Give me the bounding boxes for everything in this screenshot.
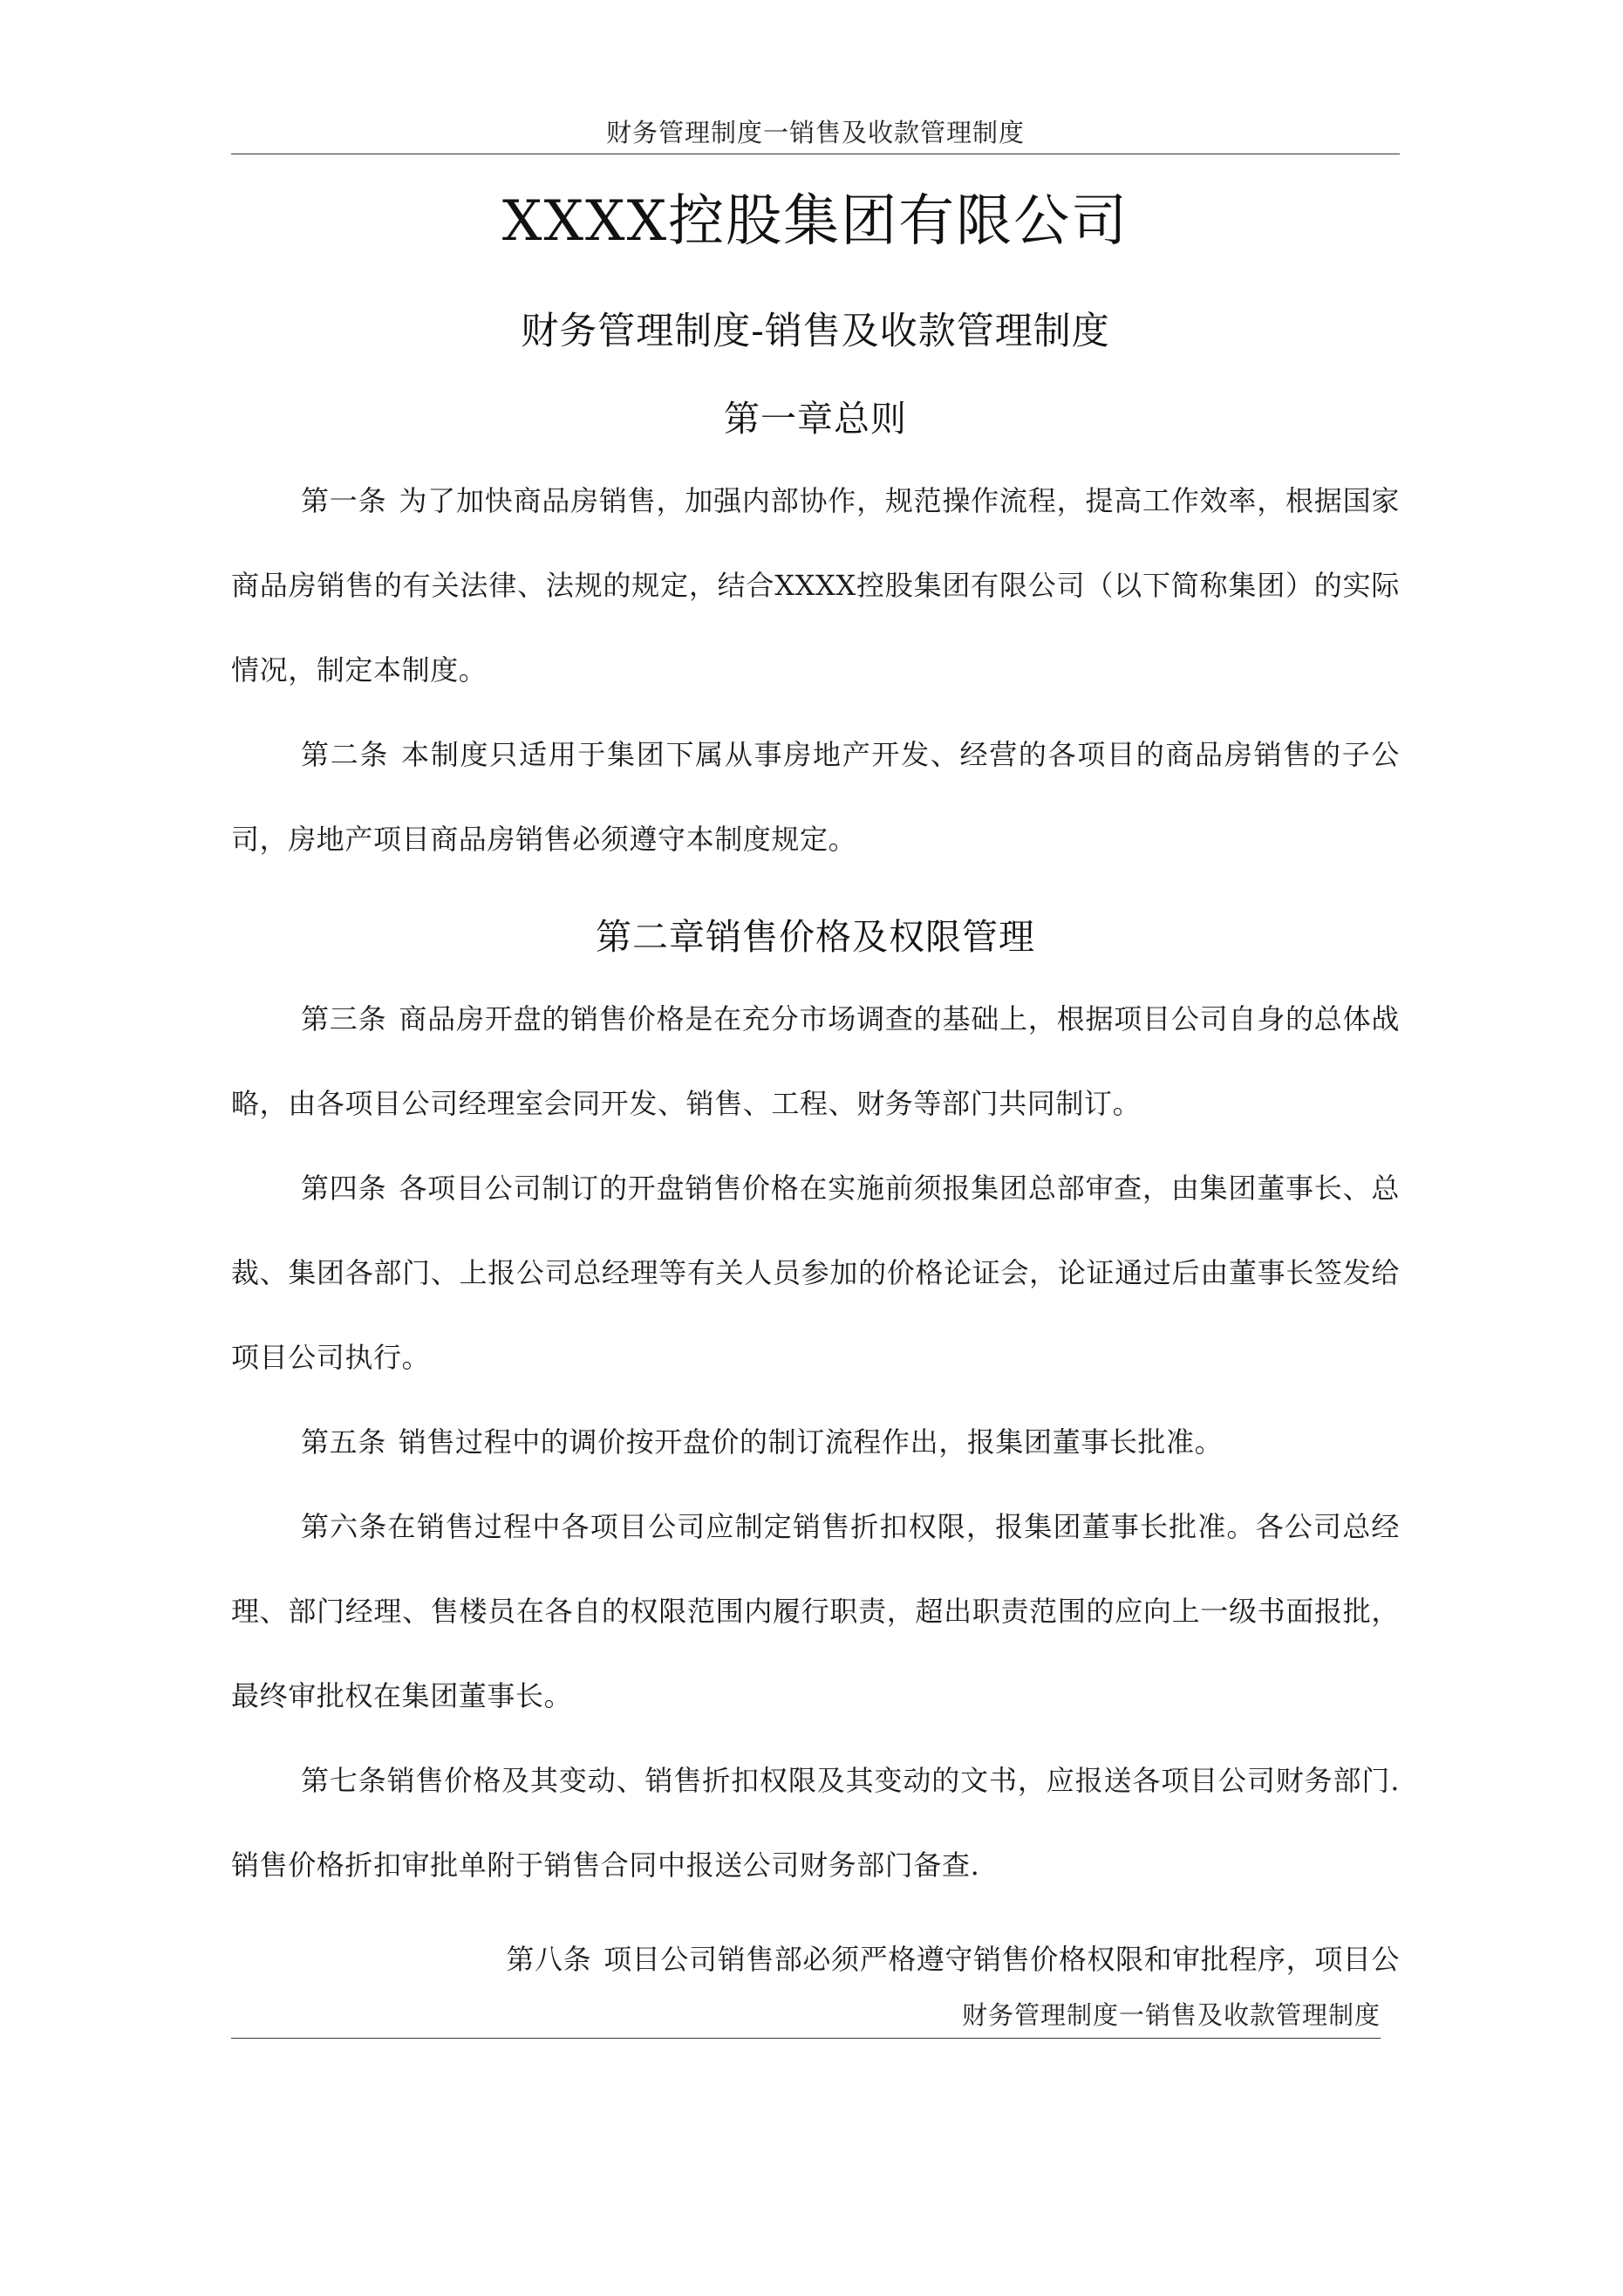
article-text: 销售过程中的调价按开盘价的制订流程作出，报集团董事长批准。 xyxy=(398,1425,1224,1459)
article-4 xyxy=(231,1146,1400,1400)
footer-rule xyxy=(231,2038,1381,2039)
article-text: 第六条在销售过程中各项目公司应制定销售折扣权限，报集团董事长批准。各公司总经理、部门经理、售楼员在各自的权限范围内履行职责，超出职责范围的应向上一级书面报批，最终审批权在集团董事长。 xyxy=(231,1510,1400,1712)
article-label: 第三条 xyxy=(301,1002,387,1035)
article-text: 项目公司销售部必须严格遵守销售价格权限和审批程序，项目公 xyxy=(604,1943,1400,1976)
article-6 xyxy=(231,1485,1400,1739)
article-label: 第八条 xyxy=(506,1943,592,1976)
running-header: 财务管理制度一销售及收款管理制度 xyxy=(605,118,1025,147)
chapter-1-title: 第一章总则 xyxy=(724,398,907,440)
article-1 xyxy=(231,459,1400,713)
chapter-2-body xyxy=(231,977,1400,1908)
chapter-1-body xyxy=(231,459,1400,882)
article-text: 各项目公司制订的开盘销售价格在实施前须报集团总部审查，由集团董事长、总裁、集团各部门、上报公司总经理等有关人员参加的价格论证会，论证通过后由董事长签发给项目公司执行。 xyxy=(231,1172,1400,1374)
article-text: 商品房开盘的销售价格是在充分市场调查的基础上，根据项目公司自身的总体战略，由各项目公司经理室会同开发、销售、工程、财务等部门共同制订。 xyxy=(231,1002,1400,1120)
document-subtitle: 财务管理制度-销售及收款管理制度 xyxy=(521,310,1110,353)
article-8-continuation xyxy=(231,1935,1400,1984)
running-footer: 财务管理制度一销售及收款管理制度 xyxy=(961,2000,1381,2030)
chapter-2-title: 第二章销售价格及权限管理 xyxy=(596,916,1035,958)
article-3 xyxy=(231,977,1400,1146)
article-2 xyxy=(231,713,1400,882)
article-label: 第五条 xyxy=(301,1425,386,1459)
article-5 xyxy=(231,1400,1400,1485)
article-text: 为了加快商品房销售，加强内部协作，规范操作流程，提高工作效率，根据国家商品房销售的有关法律、法规的规定，结合XXXX控股集团有限公司（以下简称集团）的实际情况，制定本制度。 xyxy=(231,484,1400,687)
document-title: XXXX控股集团有限公司 xyxy=(501,189,1129,254)
article-label: 第二条 xyxy=(301,738,390,771)
article-text: 第七条销售价格及其变动、销售折扣权限及其变动的文书，应报送各项目公司财务部门.销售价格折扣审批单附于销售合同中报送公司财务部门备查. xyxy=(231,1764,1400,1882)
article-text: 本制度只适用于集团下属从事房地产开发、经营的各项目的商品房销售的子公司，房地产项目商品房销售必须遵守本制度规定。 xyxy=(231,738,1400,856)
article-label: 第四条 xyxy=(301,1172,387,1205)
article-7 xyxy=(231,1739,1400,1908)
article-label: 第一条 xyxy=(301,484,387,517)
